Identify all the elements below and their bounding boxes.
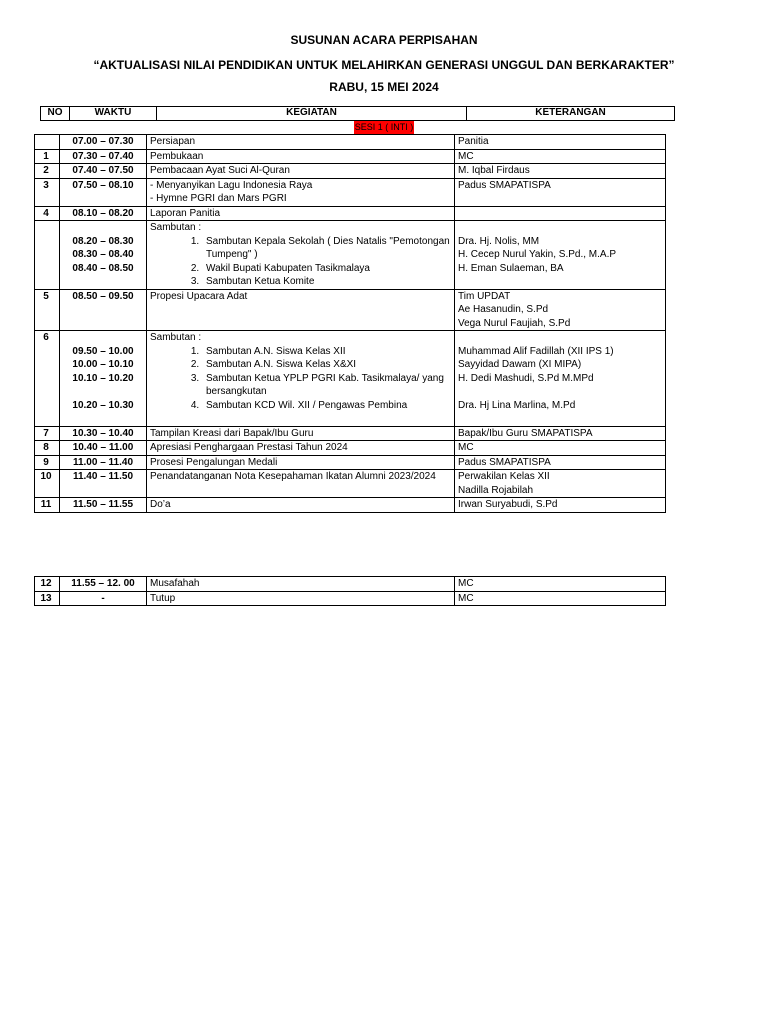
table-row xyxy=(35,221,666,290)
sesi-label: SESI 1 ( INTI ) xyxy=(354,122,414,132)
row-kegiatan: Pembacaan Ayat Suci Al-Quran xyxy=(147,164,455,179)
waktu-line: 08.30 – 08.40 xyxy=(72,249,134,260)
row-keterangan: MC xyxy=(455,441,666,456)
row-kegiatan: Penandatanganan Nota Kesepahaman Ikatan Alumni 2023/2024 xyxy=(147,470,455,498)
row-waktu xyxy=(60,331,147,427)
row-no: 6 xyxy=(35,331,60,427)
row-waktu: 11.50 – 11.55 xyxy=(60,498,147,513)
row-no: 5 xyxy=(35,289,60,331)
table-row xyxy=(35,498,666,513)
row-keterangan: Irwan Suryabudi, S.Pd xyxy=(455,498,666,513)
row-waktu: 07.30 – 07.40 xyxy=(60,149,147,164)
row-waktu: 10.30 – 10.40 xyxy=(60,426,147,441)
header-waktu: WAKTU xyxy=(70,107,157,121)
row-waktu: 07.00 – 07.30 xyxy=(60,135,147,150)
ket-line: Nadilla Rojabilah xyxy=(458,484,534,496)
schedule-table xyxy=(34,134,666,513)
ket-line: H. Dedi Mashudi, S.Pd M.MPd xyxy=(458,372,594,384)
table-row xyxy=(35,206,666,221)
row-keterangan: Padus SMAPATISPA xyxy=(455,455,666,470)
row-kegiatan: Musafahah xyxy=(147,577,455,592)
waktu-line: 08.40 – 08.50 xyxy=(72,262,134,274)
row-kegiatan: Tutup xyxy=(147,591,455,606)
row-no: 4 xyxy=(35,206,60,221)
header-no: NO xyxy=(41,107,70,121)
ket-line: H. Eman Sulaeman, BA xyxy=(458,262,564,274)
row-kegiatan: Apresiasi Penghargaan Prestasi Tahun 2024 xyxy=(147,441,455,456)
table-row xyxy=(35,149,666,164)
table-row xyxy=(35,577,666,592)
kegiatan-intro: Sambutan : xyxy=(150,332,202,343)
row-no: 9 xyxy=(35,455,60,470)
kegiatan-line: - Hymne PGRI dan Mars PGRI xyxy=(150,193,287,204)
schedule-table-continued xyxy=(34,576,666,606)
ket-line: H. Cecep Nurul Yakin, S.Pd., M.A.P xyxy=(458,249,617,260)
list-item: 1. Sambutan Kepala Sekolah ( Dies Natalis "Pemotongan Tumpeng" ) xyxy=(202,235,452,262)
row-waktu: 07.50 – 08.10 xyxy=(60,178,147,206)
ket-line: Dra. Hj Lina Marlina, M.Pd xyxy=(458,399,576,411)
row-keterangan: MC xyxy=(455,577,666,592)
row-no: 13 xyxy=(35,591,60,606)
row-keterangan xyxy=(455,221,666,290)
row-kegiatan: Pembukaan xyxy=(147,149,455,164)
row-no: 10 xyxy=(35,470,60,498)
waktu-line: 10.20 – 10.30 xyxy=(72,399,134,411)
row-no: 2 xyxy=(35,164,60,179)
sambutan-list xyxy=(150,235,452,289)
row-keterangan: MC xyxy=(455,149,666,164)
table-row xyxy=(35,178,666,206)
waktu-line: 08.20 – 08.30 xyxy=(72,235,134,247)
row-kegiatan: Tampilan Kreasi dari Bapak/Ibu Guru xyxy=(147,426,455,441)
table-row xyxy=(35,164,666,179)
waktu-line: 10.10 – 10.20 xyxy=(72,372,134,384)
table-row xyxy=(35,289,666,331)
row-keterangan: Panitia xyxy=(455,135,666,150)
document-subtitle: “AKTUALISASI NILAI PENDIDIKAN UNTUK MELAHIRKAN GENERASI UNGGUL DAN BERKARAKTER” xyxy=(93,58,675,72)
ket-line: Muhammad Alif Fadillah (XII IPS 1) xyxy=(458,345,614,357)
document-date: RABU, 15 MEI 2024 xyxy=(329,80,439,94)
waktu-line: 10.00 – 10.10 xyxy=(72,359,134,370)
table-row xyxy=(35,426,666,441)
row-waktu: 07.40 – 07.50 xyxy=(60,164,147,179)
header-row xyxy=(41,107,675,121)
row-no: 8 xyxy=(35,441,60,456)
row-kegiatan: Laporan Panitia xyxy=(147,206,455,221)
row-waktu: 10.40 – 11.00 xyxy=(60,441,147,456)
ket-line: Ae Hasanudin, S.Pd xyxy=(458,304,549,315)
table-row xyxy=(35,591,666,606)
header-table xyxy=(40,106,675,121)
row-waktu: 11.40 – 11.50 xyxy=(60,470,147,498)
header-keterangan: KETERANGAN xyxy=(467,107,675,121)
row-no: 3 xyxy=(35,178,60,206)
row-keterangan: M. Iqbal Firdaus xyxy=(455,164,666,179)
table-row xyxy=(35,441,666,456)
row-kegiatan xyxy=(147,178,455,206)
ket-line: Tim UPDAT xyxy=(458,290,511,302)
row-waktu: 08.50 – 09.50 xyxy=(60,289,147,331)
row-no: 11 xyxy=(35,498,60,513)
row-no: 1 xyxy=(35,149,60,164)
ket-line: Perwakilan Kelas XII xyxy=(458,471,550,482)
kegiatan-intro: Sambutan : xyxy=(150,222,202,233)
row-keterangan: Bapak/Ibu Guru SMAPATISPA xyxy=(455,426,666,441)
table-row xyxy=(35,135,666,150)
row-waktu: 08.10 – 08.20 xyxy=(60,206,147,221)
row-kegiatan: Propesi Upacara Adat xyxy=(147,289,455,331)
row-kegiatan: Do’a xyxy=(147,498,455,513)
row-waktu: - xyxy=(60,591,147,606)
row-kegiatan xyxy=(147,221,455,290)
row-kegiatan: Prosesi Pengalungan Medali xyxy=(147,455,455,470)
waktu-line: 09.50 – 10.00 xyxy=(72,345,134,357)
row-kegiatan: Persiapan xyxy=(147,135,455,150)
header-kegiatan: KEGIATAN xyxy=(157,107,467,121)
list-item: 4. Sambutan KCD Wil. XII / Pengawas Pembina xyxy=(202,399,452,413)
row-keterangan: MC xyxy=(455,591,666,606)
row-waktu: 11.00 – 11.40 xyxy=(60,455,147,470)
kegiatan-line: - Menyanyikan Lagu Indonesia Raya xyxy=(150,179,313,191)
row-no: 7 xyxy=(35,426,60,441)
row-waktu xyxy=(60,221,147,290)
table-row xyxy=(35,455,666,470)
table-row xyxy=(35,331,666,427)
ket-line: Dra. Hj. Nolis, MM xyxy=(458,235,540,247)
document-title: SUSUNAN ACARA PERPISAHAN xyxy=(290,33,478,47)
list-item: 3. Sambutan Ketua YPLP PGRI Kab. Tasikmalaya/ yang bersangkutan xyxy=(202,372,452,399)
list-item: 2. Sambutan A.N. Siswa Kelas X&XI xyxy=(202,358,452,372)
row-keterangan xyxy=(455,470,666,498)
ket-line: Sayyidad Dawam (XI MIPA) xyxy=(458,359,582,370)
table-row xyxy=(35,470,666,498)
sambutan-list xyxy=(150,345,452,413)
row-no: 12 xyxy=(35,577,60,592)
row-kegiatan xyxy=(147,331,455,427)
list-item: 2. Wakil Bupati Kabupaten Tasikmalaya xyxy=(202,262,452,276)
list-item: 3. Sambutan Ketua Komite xyxy=(202,275,452,289)
row-keterangan xyxy=(455,206,666,221)
list-item: 1. Sambutan A.N. Siswa Kelas XII xyxy=(202,345,452,359)
row-no xyxy=(35,135,60,150)
row-keterangan xyxy=(455,289,666,331)
row-waktu: 11.55 – 12. 00 xyxy=(60,577,147,592)
row-no xyxy=(35,221,60,290)
row-keterangan xyxy=(455,331,666,427)
ket-line: Vega Nurul Faujiah, S.Pd xyxy=(458,317,571,329)
row-keterangan: Padus SMAPATISPA xyxy=(455,178,666,206)
